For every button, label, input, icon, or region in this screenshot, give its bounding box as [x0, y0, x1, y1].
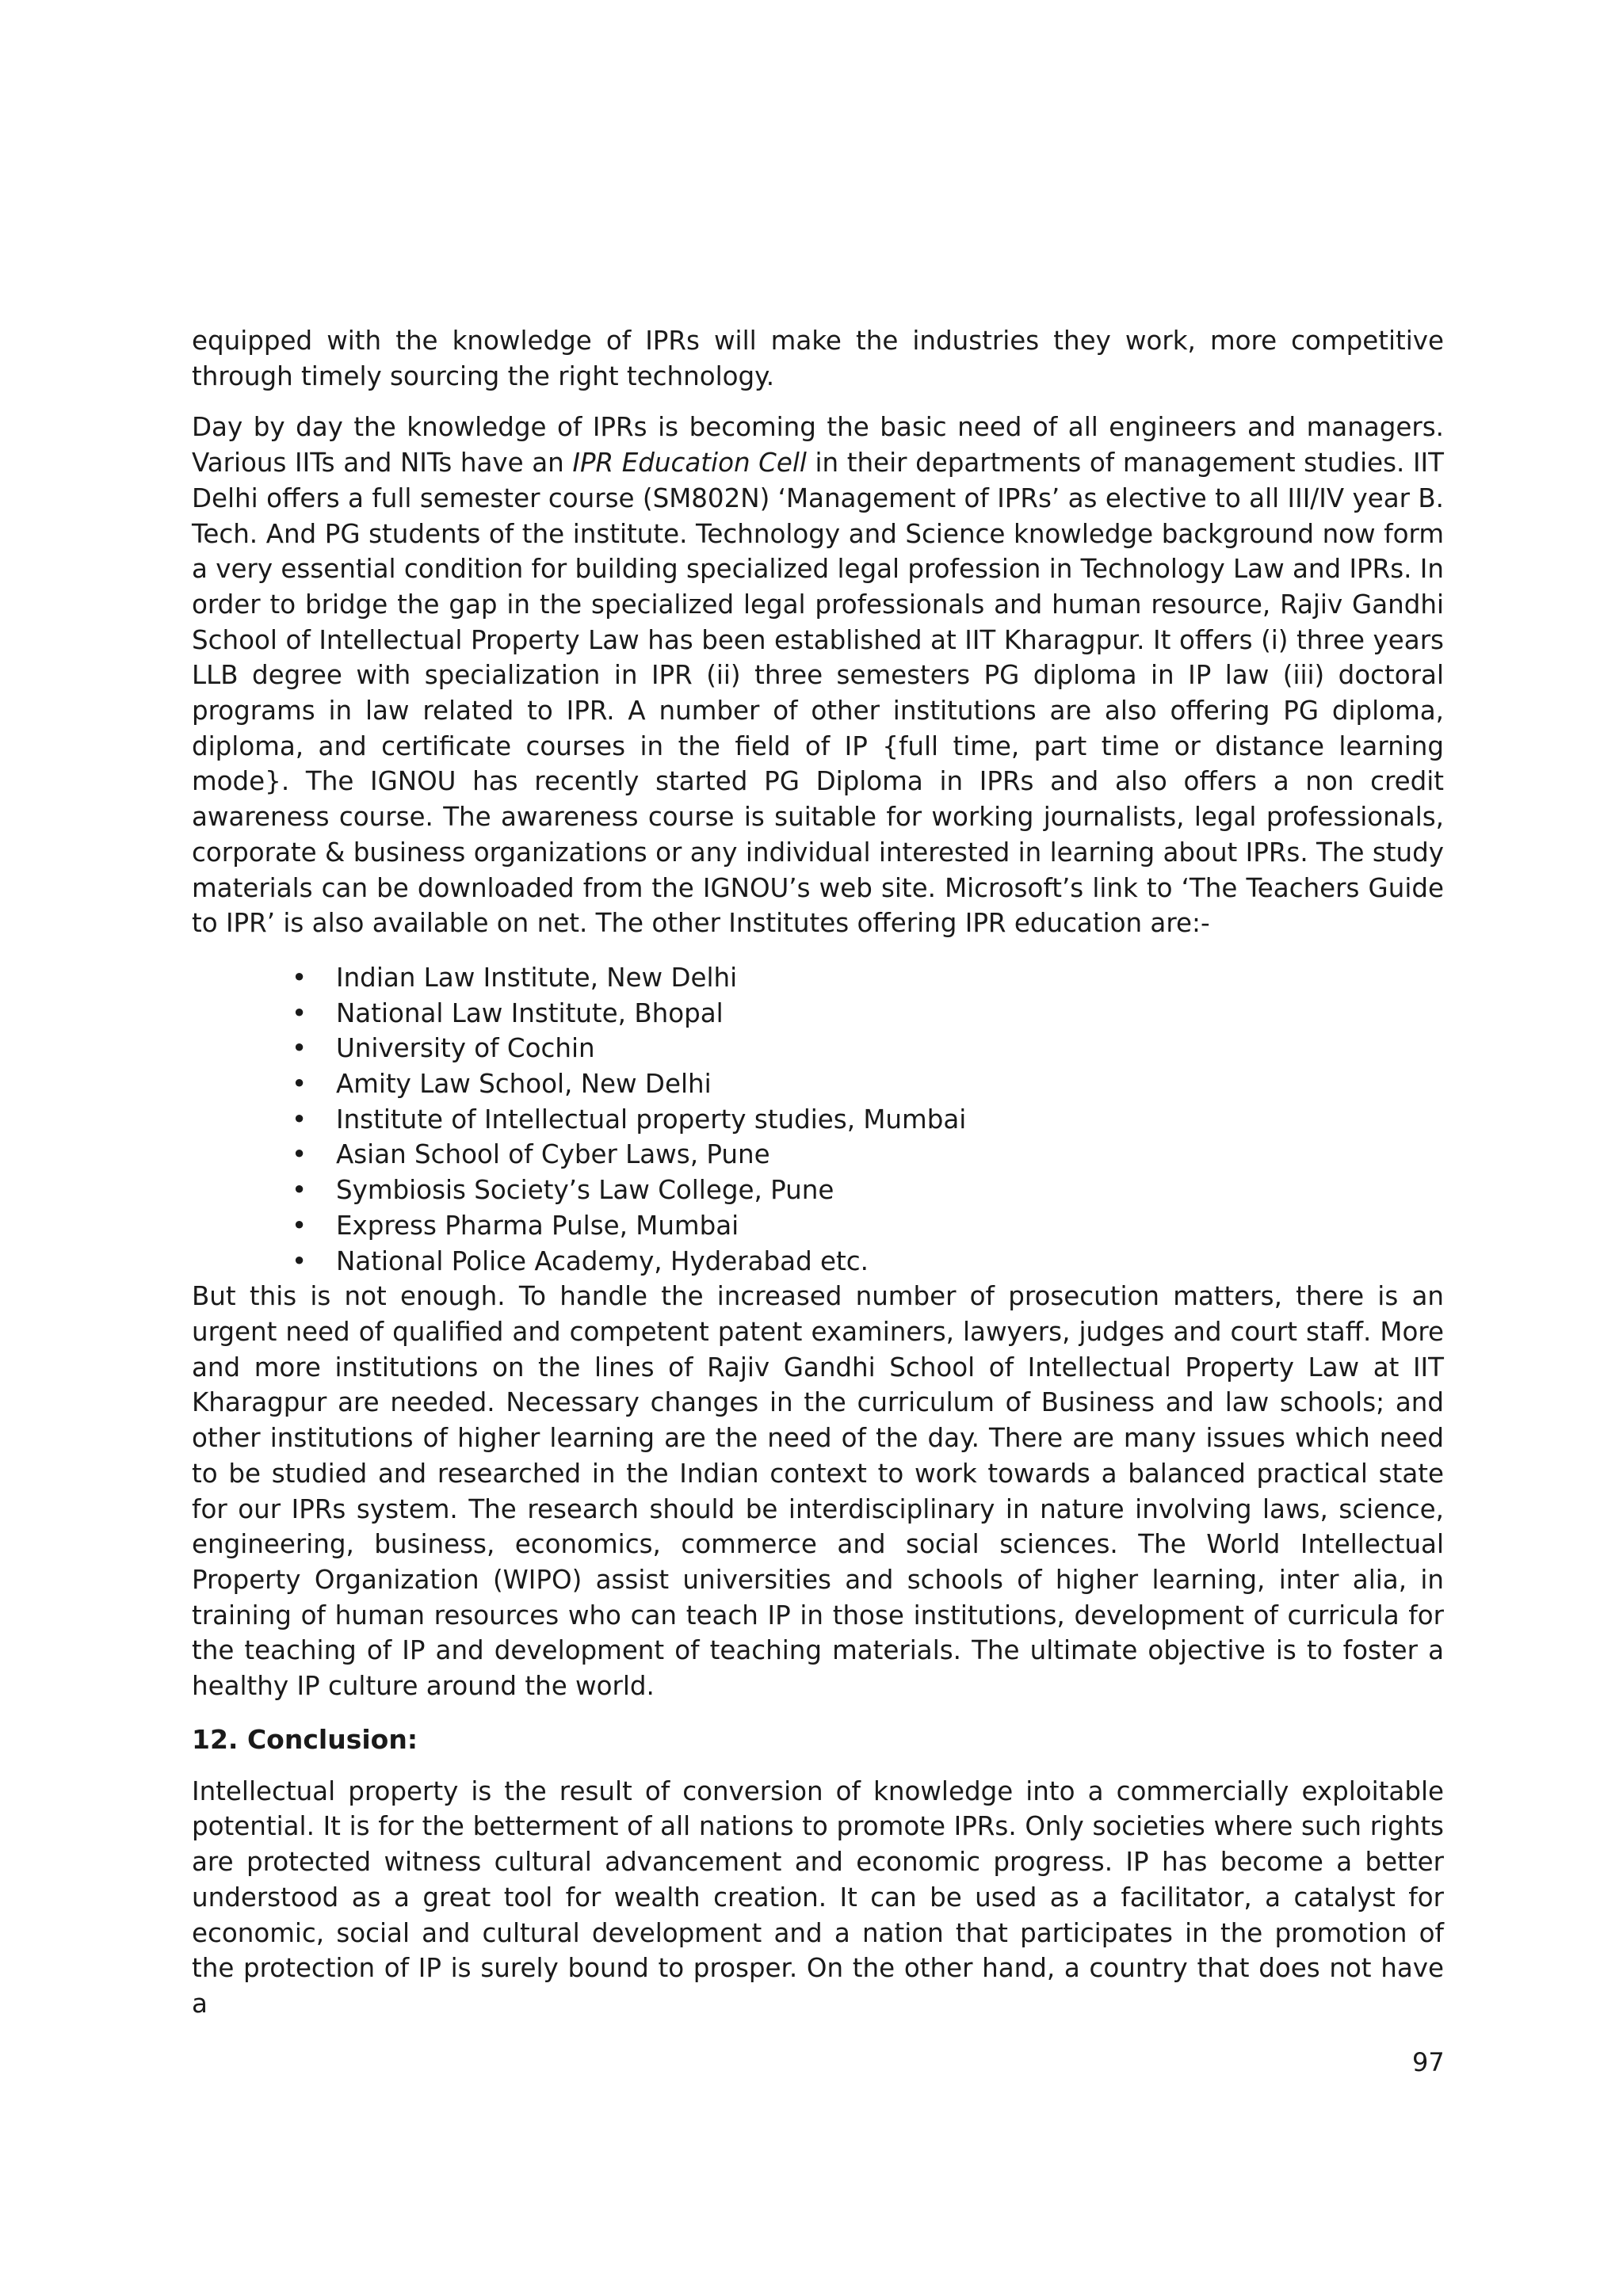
document-page — [192, 323, 1444, 2022]
institutes-list — [192, 960, 1444, 1279]
bullet-icon: • — [292, 1069, 307, 1100]
bullet-icon: • — [292, 997, 307, 1028]
list-item: • University of Cochin — [336, 1031, 1444, 1066]
list-item: • Institute of Intellectual property studies, Mumbai — [336, 1102, 1444, 1138]
bullet-icon: • — [292, 1210, 307, 1241]
bullet-icon: • — [292, 1139, 307, 1170]
bullet-icon: • — [292, 1104, 307, 1135]
ipr-education-cell-term: IPR Education Cell — [572, 448, 807, 479]
list-item: • Express Pharma Pulse, Mumbai — [336, 1208, 1444, 1244]
paragraph-not-enough: But this is not enough. To handle the increased number of prosecution matters, there is an urgent need of qualified and competent patent examiners, lawyers, judges and court staff. More and more institutions on the lines of Rajiv Gandhi School of Intellectual Property Law at IIT Kharagpur are needed. Necessary changes in the curriculum of Business and law schools; and other institutions of higher learning are the need of the day. There are many issues which need to be studied and researched in the Indian context to work towards a balanced practical state for our IPRs system. The research should be interdisciplinary in nature involving laws, science, engineering, business, economics, commerce and social sciences. The World Intellectual Property Organization (WIPO) assist universities and schools of higher learning, inter alia, in training of human resources who can teach IP in those institutions, development of curricula for the teaching of IP and development of teaching materials. The ultimate objective is to foster a healthy IP culture around the world. — [192, 1281, 1444, 1702]
paragraph-ipr-education — [192, 410, 1444, 941]
list-item: • Indian Law Institute, New Delhi — [336, 960, 1444, 996]
list-item: • National Law Institute, Bhopal — [336, 996, 1444, 1032]
paragraph-intro: equipped with the knowledge of IPRs will make the industries they work, more competitive through timely sourcing the right technology. — [192, 326, 1444, 391]
paragraph-conclusion: Intellectual property is the result of conversion of knowledge into a commercially exploitable potential. It is for the betterment of all nations to promote IPRs. Only societies where such rights are protected witness cultural advancement and economic progress. IP has become a better understood as a great tool for wealth creation. It can be used as a facilitator, a catalyst for economic, social and cultural development and a nation that participates in the promotion of the protection of IP is surely bound to prosper. On the other hand, a country that does not have a — [192, 1775, 1444, 2019]
list-item: • Asian School of Cyber Laws, Pune — [336, 1137, 1444, 1173]
list-item: • Amity Law School, New Delhi — [336, 1066, 1444, 1102]
list-item: • National Police Academy, Hyderabad etc. — [336, 1244, 1444, 1280]
paragraph-ipr-education-part2: in their departments of management studies. IIT Delhi offers a full semester course (SM802N) ‘Management of IPRs’ as elective to all III/IV year B. Tech. And PG students of the institute. Technology and Science knowledge background now form a very essential condition for building specialized legal profession in Technology Law and IPRs. In order to bridge the gap in the specialized legal professionals and human resource, Rajiv Gandhi School of Intellectual Property Law has been established at IIT Kharagpur. It offers (i) three years LLB degree with specialization in IPR (ii) three semesters PG diploma in IP law (iii) doctoral programs in law related to IPR. A number of other institutions are also offering PG diploma, diploma, and certificate courses in the field of IP {full time, part time or distance learning mode}. The IGNOU has recently started PG Diploma in IPRs and also offers a non credit awareness course. The awareness course is suitable for working journalists, legal professionals, corporate & business organizations or any individual interested in learning about IPRs. The study materials can be downloaded from the IGNOU’s web site. Microsoft’s link to ‘The Teachers Guide to IPR’ is also available on net. The other Institutes offering IPR education are:- — [192, 448, 1444, 939]
list-item: • Symbiosis Society’s Law College, Pune — [336, 1173, 1444, 1208]
page-number: 97 — [1412, 2047, 1445, 2077]
section-heading-conclusion: 12. Conclusion: — [192, 1723, 418, 1755]
bullet-icon: • — [292, 1175, 307, 1206]
bullet-icon: • — [292, 1245, 307, 1276]
paragraph-ipr-education-part1: Day by day the knowledge of IPRs is becoming the basic need of all engineers and managers. Various IITs and NITs have an — [192, 412, 1444, 479]
bullet-icon: • — [292, 1033, 307, 1064]
bullet-icon: • — [292, 962, 307, 993]
